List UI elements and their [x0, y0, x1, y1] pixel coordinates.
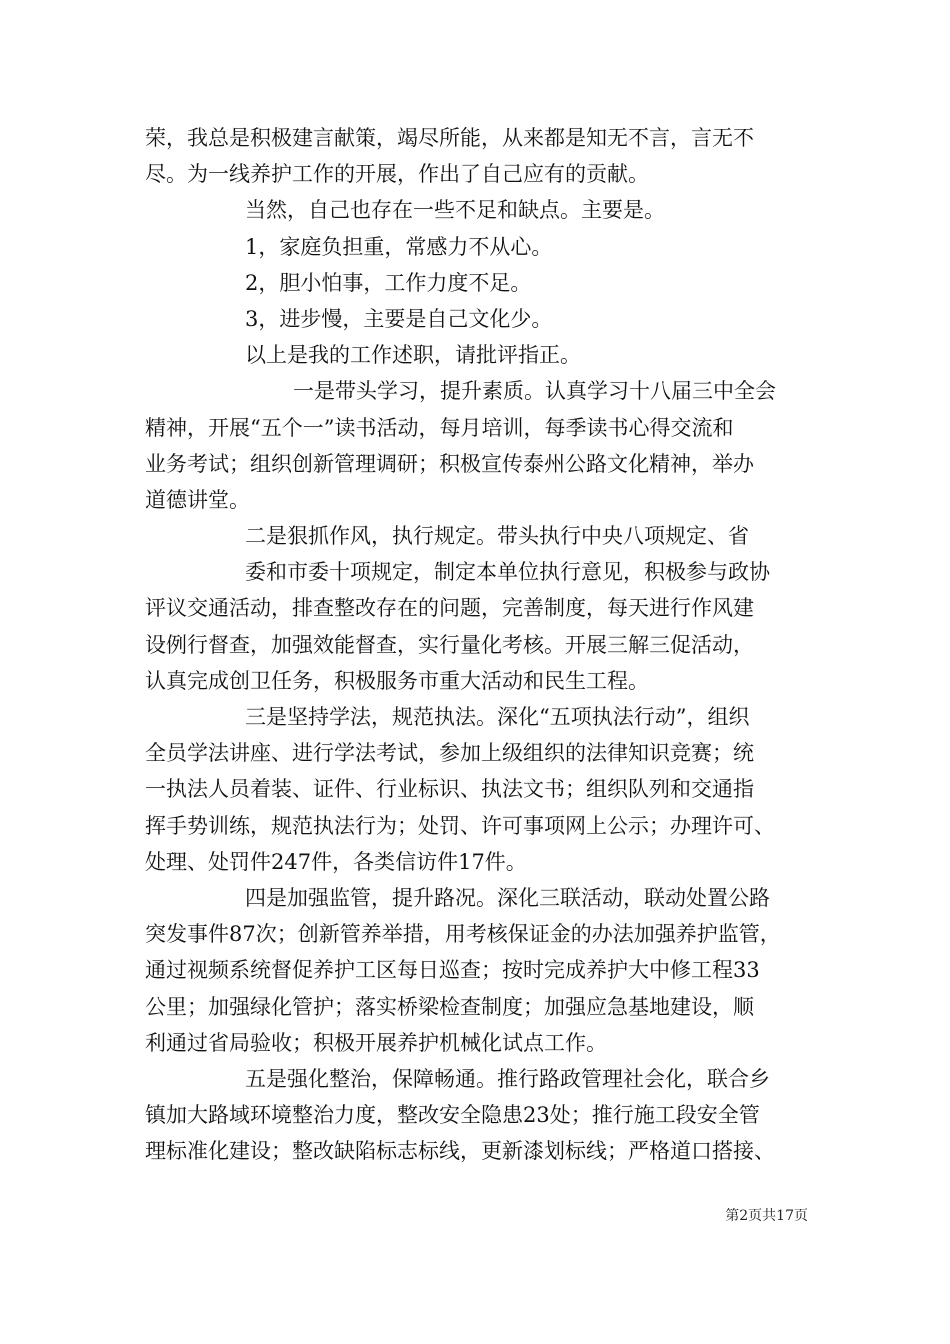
text-line: 以上是我的工作述职，请批评指正。: [245, 343, 581, 368]
text-line: 道德讲堂。: [145, 487, 250, 512]
text-line: 理标准化建设；整改缺陷标志标线，更新漆划标线；严格道口搭接、: [145, 1139, 775, 1164]
text-line: 突发事件87次；创新管养举措，用考核保证金的办法加强养护监管，: [145, 922, 781, 947]
text-line: 三是坚持学法，规范执法。深化“五项执法行动”，组织: [245, 705, 750, 729]
text-line: 镇加大路域环境整治力度，整改安全隐患23处；推行施工段安全管: [145, 1103, 760, 1128]
text-line: 2，胆小怕事，工作力度不足。: [245, 270, 532, 295]
text-line: 四是加强监管，提升路况。深化三联活动，联动处置公路: [245, 885, 770, 910]
text-line: 认真完成创卫任务，积极服务市重大活动和民生工程。: [145, 668, 649, 693]
document-body: [145, 120, 810, 1169]
text-line: 二是狠抓作风，执行规定。带头执行中央八项规定、省: [245, 524, 749, 549]
text-line: 当然，自己也存在一些不足和缺点。主要是。: [245, 198, 665, 223]
text-line: 委和市委十项规定，制定本单位执行意见，积极参与政协: [245, 560, 770, 585]
text-line: 公里；加强绿化管护；落实桥梁检查制度；加强应急基地建设，顺: [145, 994, 754, 1019]
text-line: 一是带头学习，提升素质。认真学习十八届三中全会: [293, 379, 776, 404]
text-line: 1，家庭负担重，常感力不从心。: [245, 234, 553, 259]
text-line: 荣，我总是积极建言献策，竭尽所能，从来都是知无不言，言无不: [145, 126, 754, 150]
text-line: 3，进步慢，主要是自己文化少。: [245, 306, 553, 331]
text-line: 挥手势训练，规范执法行为；处罚、许可事项网上公示；办理许可、: [145, 813, 775, 838]
text-line: 精神，开展“五个一”读书活动，每月培训，每季读书心得交流和: [145, 415, 734, 440]
text-line: 利通过省局验收；积极开展养护机械化试点工作。: [145, 1030, 607, 1055]
text-line: 尽。为一线养护工作的开展，作出了自己应有的贡献。: [145, 162, 649, 187]
text-line: 评议交通活动，排查整改存在的问题，完善制度，每天进行作风建: [145, 596, 754, 621]
page-number-footer: 第2页共17页: [725, 1208, 808, 1224]
text-line: 设例行督查，加强效能督查，实行量化考核。开展三解三促活动，: [145, 632, 754, 657]
text-line: 处理、处罚件247件，各类信访件17件。: [145, 849, 527, 874]
text-line: 五是强化整治，保障畅通。推行路政管理社会化，联合乡: [245, 1066, 770, 1091]
text-line: 全员学法讲座、进行学法考试，参加上级组织的法律知识竞赛；统: [145, 741, 754, 766]
text-line: 通过视频系统督促养护工区每日巡查；按时完成养护大中修工程33: [145, 958, 760, 983]
text-line: 业务考试；组织创新管理调研；积极宣传泰州公路文化精神，举办: [145, 451, 754, 476]
text-line: 一执法人员着装、证件、行业标识、执法文书；组织队列和交通指: [145, 777, 754, 802]
